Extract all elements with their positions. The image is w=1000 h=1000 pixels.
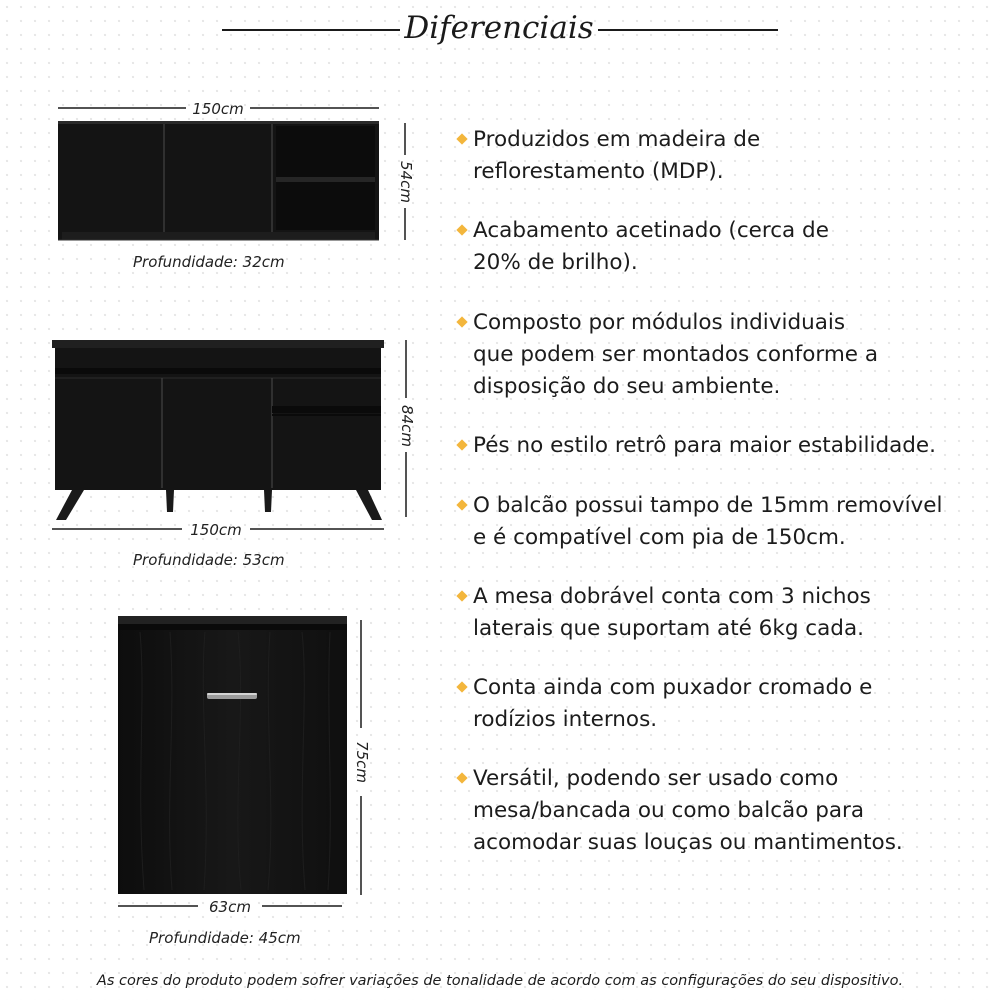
table-height-dimension	[353, 620, 371, 895]
upper-height-label: 54cm	[397, 161, 415, 203]
upper-width-dimension	[58, 100, 379, 118]
feature-text: Conta ainda com puxador cromado e rodízios internos.	[473, 675, 873, 732]
feature-text: Composto por módulos individuais que podem ser montados conforme a disposição do seu ambiente.	[473, 310, 879, 399]
lower-width-dimension	[52, 521, 384, 539]
feature-text: Acabamento acetinado (cerca de 20% de brilho).	[473, 218, 829, 275]
table-depth-caption: Profundidade: 45cm	[149, 929, 301, 947]
table-cabinet-illustration	[118, 616, 347, 894]
feature-text: Pés no estilo retrô para maior estabilidade.	[473, 433, 936, 458]
lower-cabinet-illustration	[52, 340, 384, 520]
feature-text: O balcão possui tampo de 15mm removível e é compatível com pia de 150cm.	[473, 493, 943, 550]
upper-cabinet-illustration	[58, 121, 379, 240]
lower-height-label: 84cm	[398, 405, 416, 447]
table-height-label: 75cm	[353, 741, 371, 783]
upper-height-dimension	[397, 123, 415, 240]
upper-width-label: 150cm	[192, 100, 244, 118]
feature-text: A mesa dobrável conta com 3 nichos laterais que suportam até 6kg cada.	[473, 584, 871, 641]
color-disclaimer: As cores do produto podem sofrer variações de tonalidade de acordo com as configurações do seu dispositivo.	[96, 973, 904, 989]
lower-depth-caption: Profundidade: 53cm	[133, 551, 285, 569]
feature-text: Produzidos em madeira de reflorestamento (MDP).	[473, 127, 761, 184]
lower-height-dimension	[398, 340, 416, 517]
section-title: Diferenciais	[404, 10, 594, 46]
table-width-dimension	[118, 898, 342, 916]
feature-text: Versátil, podendo ser usado como mesa/bancada ou como balcão para acomodar suas louças ou mantimentos.	[473, 766, 903, 855]
lower-width-label: 150cm	[190, 521, 242, 539]
upper-depth-caption: Profundidade: 32cm	[133, 253, 285, 271]
table-width-label: 63cm	[209, 898, 251, 916]
